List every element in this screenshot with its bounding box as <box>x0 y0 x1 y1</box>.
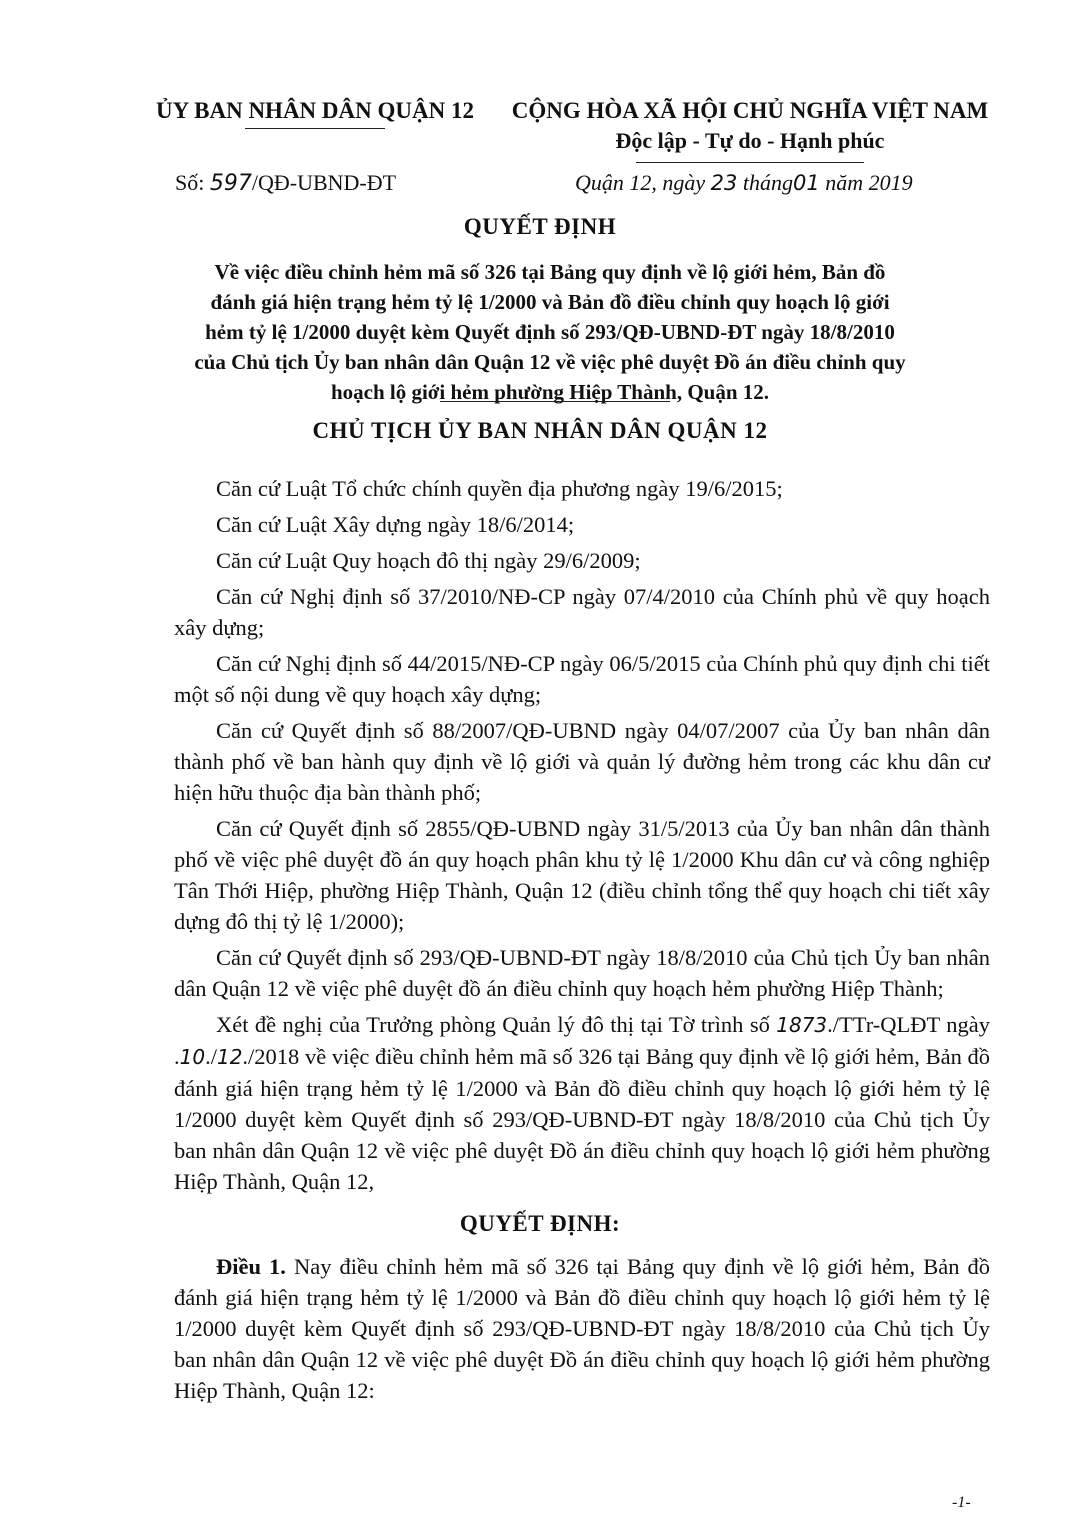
date-day: 23 <box>710 171 738 195</box>
decision-heading: QUYẾT ĐỊNH: <box>459 1211 621 1236</box>
basis-item: Căn cứ Luật Quy hoạch đô thị ngày 29/6/2009; <box>216 548 641 573</box>
proposal-text: ./2018 về việc điều chỉnh hẻm mã số 326 tại Bảng quy định về lộ giới hẻm, Bản đồ đánh giá hiện trạng hẻm tỷ lệ 1/2000 và Bản đồ điều chỉnh quy hoạch lộ giới hẻm tỷ lệ 1/2000 duyệt kèm Quyết định số 293/QĐ-UBND-ĐT ngày 18/8/2010 của Chủ tịch Ủy ban nhân dân Quận 12 về việc phê duyệt Đồ án điều chỉnh quy hoạch lộ giới hẻm phường Hiệp Thành, Quận 12, <box>174 1044 990 1194</box>
basis-item: Căn cứ Quyết định số 2855/QĐ-UBND ngày 31/5/2013 của Ủy ban nhân dân thành phố về việc phê duyệt đồ án quy hoạch phân khu tỷ lệ 1/2000 Khu dân cư và công nghiệp Tân Thới Hiệp, phường Hiệp Thành, Quận 12 (điều chỉnh tổng thể quy hoạch chi tiết xây dựng đô thị tỷ lệ 1/2000); <box>174 816 990 934</box>
date-month-word: tháng <box>737 170 794 195</box>
docno-prefix: Số: <box>175 170 210 195</box>
proposal-paragraph <box>174 1009 990 1197</box>
nation-name: CỘNG HÒA XÃ HỘI CHỦ NGHĨA VIỆT NAM <box>511 98 989 123</box>
basis-item: Căn cứ Luật Xây dựng ngày 18/6/2014; <box>216 512 575 537</box>
proposal-text: Xét đề nghị của Trưởng phòng Quản lý đô thị tại Tờ trình số <box>216 1012 777 1037</box>
article-1-label: Điều 1. <box>216 1254 286 1279</box>
basis-item: Căn cứ Quyết định số 293/QĐ-UBND-ĐT ngày 18/8/2010 của Chủ tịch Ủy ban nhân dân Quận 12 về việc phê duyệt đồ án điều chỉnh quy hoạch hẻm phường Hiệp Thành; <box>174 945 990 1001</box>
basis-item: Căn cứ Quyết định số 88/2007/QĐ-UBND ngày 04/07/2007 của Ủy ban nhân dân thành phố về ban hành quy định về lộ giới và quản lý đường hẻm trong các khu dân cư hiện hữu thuộc địa bàn thành phố; <box>174 718 990 805</box>
proposal-handwritten-day: 10 <box>179 1045 206 1069</box>
date-year: 2019 <box>868 170 913 195</box>
article-1-paragraph <box>174 1251 990 1406</box>
date-month: 01 <box>793 171 820 195</box>
basis-item: Căn cứ Nghị định số 37/2010/NĐ-CP ngày 07/4/2010 của Chính phủ về quy hoạch xây dựng; <box>174 584 990 640</box>
issue-date <box>575 170 913 196</box>
page-number: -1- <box>952 1494 971 1511</box>
agency-name: ỦY BAN NHÂN DÂN QUẬN 12 <box>156 98 474 123</box>
legal-bases <box>174 473 990 1202</box>
proposal-text: ./TTr-QLĐT ngày . <box>174 1012 990 1069</box>
date-year-word: năm <box>819 170 869 195</box>
nation-motto: Độc lập - Tự do - Hạnh phúc <box>615 128 885 153</box>
docno-suffix: /QĐ-UBND-ĐT <box>251 170 397 195</box>
issuer-heading: CHỦ TỊCH ỦY BAN NHÂN DÂN QUẬN 12 <box>312 418 768 443</box>
basis-item: Căn cứ Nghị định số 44/2015/NĐ-CP ngày 06/5/2015 của Chính phủ quy định chi tiết một số nội dung về quy hoạch xây dựng; <box>174 651 990 707</box>
proposal-handwritten-month: 12 <box>216 1045 243 1069</box>
document-title: QUYẾT ĐỊNH <box>463 214 617 239</box>
motto-underline <box>636 162 864 163</box>
document-subject: Về việc điều chỉnh hẻm mã số 326 tại Bảng quy định về lộ giới hẻm, Bản đồ đánh giá hiện trạng hẻm tỷ lệ 1/2000 và Bản đồ điều chỉnh quy hoạch lộ giới hẻm tỷ lệ 1/2000 duyệt kèm Quyết định số 293/QĐ-UBND-ĐT ngày 18/8/2010 của Chủ tịch Ủy ban nhân dân Quận 12 về việc phê duyệt Đồ án điều chỉnh quy hoạch lộ giới hẻm phường Hiệp Thành, Quận 12. <box>194 260 906 404</box>
nation-header <box>500 96 1000 163</box>
basis-item: Căn cứ Luật Tổ chức chính quyền địa phương ngày 19/6/2015; <box>216 476 783 501</box>
date-place: Quận 12, ngày <box>575 170 711 195</box>
article-1-text: Nay điều chỉnh hẻm mã số 326 tại Bảng quy định về lộ giới hẻm, Bản đồ đánh giá hiện trạng hẻm tỷ lệ 1/2000 và Bản đồ điều chỉnh quy hoạch lộ giới hẻm tỷ lệ 1/2000 duyệt kèm Quyết định số 293/QĐ-UBND-ĐT ngày 18/8/2010 của Chủ tịch Ủy ban nhân dân Quận 12 về việc phê duyệt Đồ án điều chỉnh quy hoạch lộ giới hẻm phường Hiệp Thành, Quận 12: <box>174 1254 991 1403</box>
docno-handwritten-number: 597 <box>209 171 252 196</box>
proposal-handwritten-number: 1873 <box>776 1013 828 1037</box>
subject-underline <box>440 401 670 402</box>
document-number <box>175 170 396 196</box>
article-1 <box>174 1251 990 1406</box>
agency-underline <box>245 128 385 129</box>
agency-header <box>140 96 490 129</box>
proposal-text: ./ <box>205 1044 217 1069</box>
